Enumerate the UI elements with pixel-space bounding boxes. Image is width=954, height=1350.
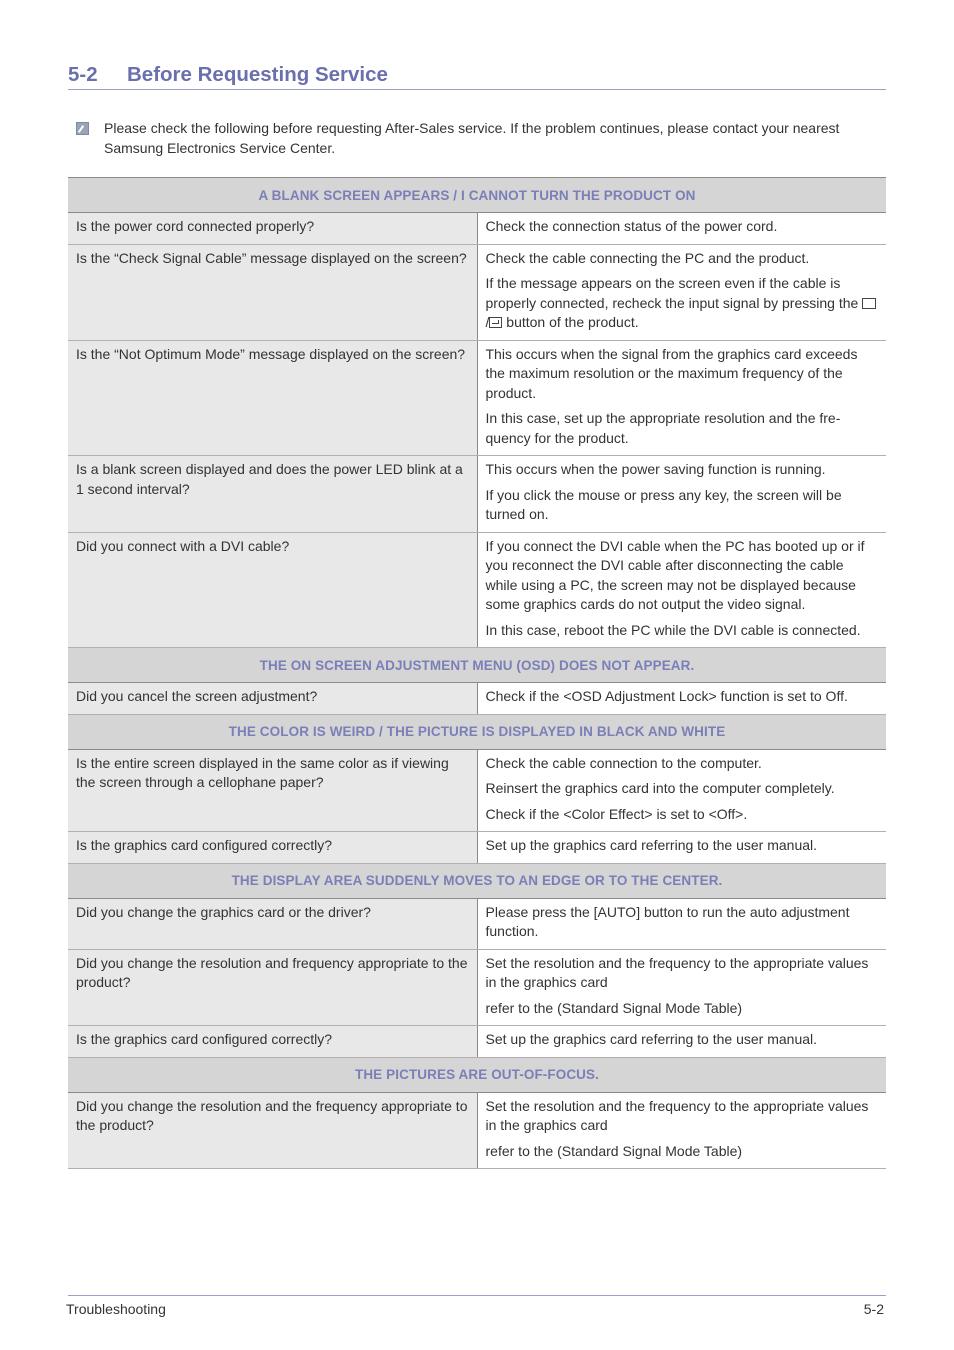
- answer-text-part: button of the product.: [506, 314, 639, 330]
- question-text: Is a blank screen displayed and does the power LED blink at a 1 second interval?: [76, 461, 463, 497]
- answer-text: Check if the <OSD Adjustment Lock> function is set to Off.: [485, 688, 848, 704]
- question-text: Is the “Check Signal Cable” message displayed on the screen?: [76, 249, 467, 266]
- answer-cell: [477, 1026, 886, 1058]
- group-header: THE PICTURES ARE OUT-OF-FOCUS.: [68, 1057, 886, 1092]
- answer-cell: [477, 213, 886, 245]
- table-row: [68, 244, 886, 340]
- footer-section-name: Troubleshooting: [66, 1301, 166, 1317]
- question-text: Is the graphics card configured correctly?: [76, 837, 333, 853]
- answer-text: If you connect the DVI cable when the PC has booted up or if you reconnect the DVI cable after disconnecting the cable while using a PC, the screen may not be displayed because some graphics cards do not output the video signal.: [485, 537, 865, 612]
- answer-cell: [477, 749, 886, 832]
- answer-text: Check the connection status of the power cord.: [485, 218, 778, 234]
- answer-text: In this case, set up the appropriate resolution and the fre-quency for the product.: [485, 410, 841, 446]
- group-header-row: [68, 863, 886, 898]
- table-row: [68, 832, 886, 864]
- question-text: Is the power cord connected properly?: [76, 218, 315, 234]
- section-number: 5-2: [68, 63, 98, 86]
- source-button-icon: [862, 298, 876, 309]
- answer-text: This occurs when the signal from the graphics card exceeds the maximum resolution or the maximum frequency of the product.: [485, 345, 858, 401]
- answer-text: Please press the [AUTO] button to run the auto adjustment function.: [485, 903, 850, 939]
- table-row: [68, 749, 886, 832]
- section-title: Before Requesting Service: [127, 63, 388, 86]
- enter-button-icon: [489, 317, 502, 328]
- answer-cell: [477, 949, 886, 1026]
- answer-text: Check the cable connection to the computer.: [485, 754, 762, 771]
- table-row: [68, 213, 886, 245]
- group-header: A BLANK SCREEN APPEARS / I CANNOT TURN THE PRODUCT ON: [68, 178, 886, 213]
- answer-cell: [477, 898, 886, 949]
- group-header-row: [68, 178, 886, 213]
- answer-cell: [477, 1092, 886, 1169]
- answer-text-part: If the message appears on the screen even if the cable is properly connected, recheck the input signal by pressing the: [485, 275, 859, 311]
- troubleshooting-table: [68, 177, 886, 1169]
- question-cell: [68, 1026, 477, 1058]
- question-cell: [68, 683, 477, 715]
- question-text: Did you connect with a DVI cable?: [76, 537, 290, 554]
- answer-text: Set the resolution and the frequency to the appropriate values in the graphics card: [485, 954, 869, 990]
- question-text: Is the entire screen displayed in the same color as if viewing the screen through a cellophane paper?: [76, 754, 449, 790]
- note-pencil-icon: [76, 122, 89, 135]
- answer-cell: [477, 456, 886, 533]
- question-cell: [68, 244, 477, 340]
- answer-cell: [477, 532, 886, 648]
- table-row: [68, 949, 886, 1026]
- question-cell: [68, 749, 477, 832]
- answer-text: Set up the graphics card referring to the user manual.: [485, 837, 818, 853]
- answer-text: Set up the graphics card referring to the user manual.: [485, 1031, 818, 1047]
- group-header: THE ON SCREEN ADJUSTMENT MENU (OSD) DOES NOT APPEAR.: [68, 648, 886, 683]
- footer-page-number: 5-2: [863, 1301, 884, 1317]
- question-cell: [68, 340, 477, 456]
- question-text: Is the graphics card configured correctly?: [76, 1031, 333, 1047]
- answer-text: Check if the <Color Effect> is set to <Off>.: [485, 805, 748, 822]
- group-header-row: [68, 1057, 886, 1092]
- question-cell: [68, 898, 477, 949]
- answer-text: This occurs when the power saving function is running.: [485, 461, 826, 477]
- answer-text: refer to the (Standard Signal Mode Table): [485, 1142, 743, 1159]
- answer-text: Set the resolution and the frequency to the appropriate values in the graphics card: [485, 1097, 869, 1133]
- question-text: Did you change the resolution and the frequency appropriate to the product?: [76, 1097, 468, 1133]
- question-cell: [68, 456, 477, 533]
- answer-cell: [477, 340, 886, 456]
- answer-text: refer to the (Standard Signal Mode Table): [485, 999, 743, 1016]
- table-row: [68, 1092, 886, 1169]
- answer-cell: [477, 244, 886, 340]
- question-cell: [68, 213, 477, 245]
- group-header-row: [68, 648, 886, 683]
- answer-cell: [477, 832, 886, 864]
- section-heading: [68, 61, 886, 90]
- question-cell: [68, 949, 477, 1026]
- answer-text: Check the cable connecting the PC and the product.: [485, 249, 810, 266]
- group-header: THE DISPLAY AREA SUDDENLY MOVES TO AN EDGE OR TO THE CENTER.: [68, 863, 886, 898]
- answer-text: In this case, reboot the PC while the DVI cable is connected.: [485, 621, 861, 638]
- answer-cell: [477, 683, 886, 715]
- answer-text: If the message appears on the screen even if the cable is properly connected, recheck the input signal by pressing the / button of the product.: [486, 274, 879, 333]
- question-cell: [68, 532, 477, 648]
- table-row: [68, 340, 886, 456]
- question-text: Did you cancel the screen adjustment?: [76, 688, 318, 704]
- footer-divider: [68, 1295, 886, 1296]
- question-cell: [68, 832, 477, 864]
- table-row: [68, 683, 886, 715]
- answer-text: If you click the mouse or press any key, the screen will be turned on.: [485, 486, 842, 522]
- group-header-row: [68, 714, 886, 749]
- question-text: Is the “Not Optimum Mode” message displayed on the screen?: [76, 345, 466, 362]
- answer-text: Reinsert the graphics card into the computer completely.: [485, 780, 835, 796]
- question-text: Did you change the graphics card or the driver?: [76, 903, 371, 920]
- question-cell: [68, 1092, 477, 1169]
- table-row: [68, 1026, 886, 1058]
- question-text: Did you change the resolution and frequency appropriate to the product?: [76, 954, 468, 990]
- table-row: [68, 532, 886, 648]
- note-text: Please check the following before requesting After-Sales service. If the problem continues, please contact your nearest Samsung Electronics Service Center.: [104, 120, 840, 156]
- table-row: [68, 898, 886, 949]
- table-row: [68, 456, 886, 533]
- group-header: THE COLOR IS WEIRD / THE PICTURE IS DISPLAYED IN BLACK AND WHITE: [68, 714, 886, 749]
